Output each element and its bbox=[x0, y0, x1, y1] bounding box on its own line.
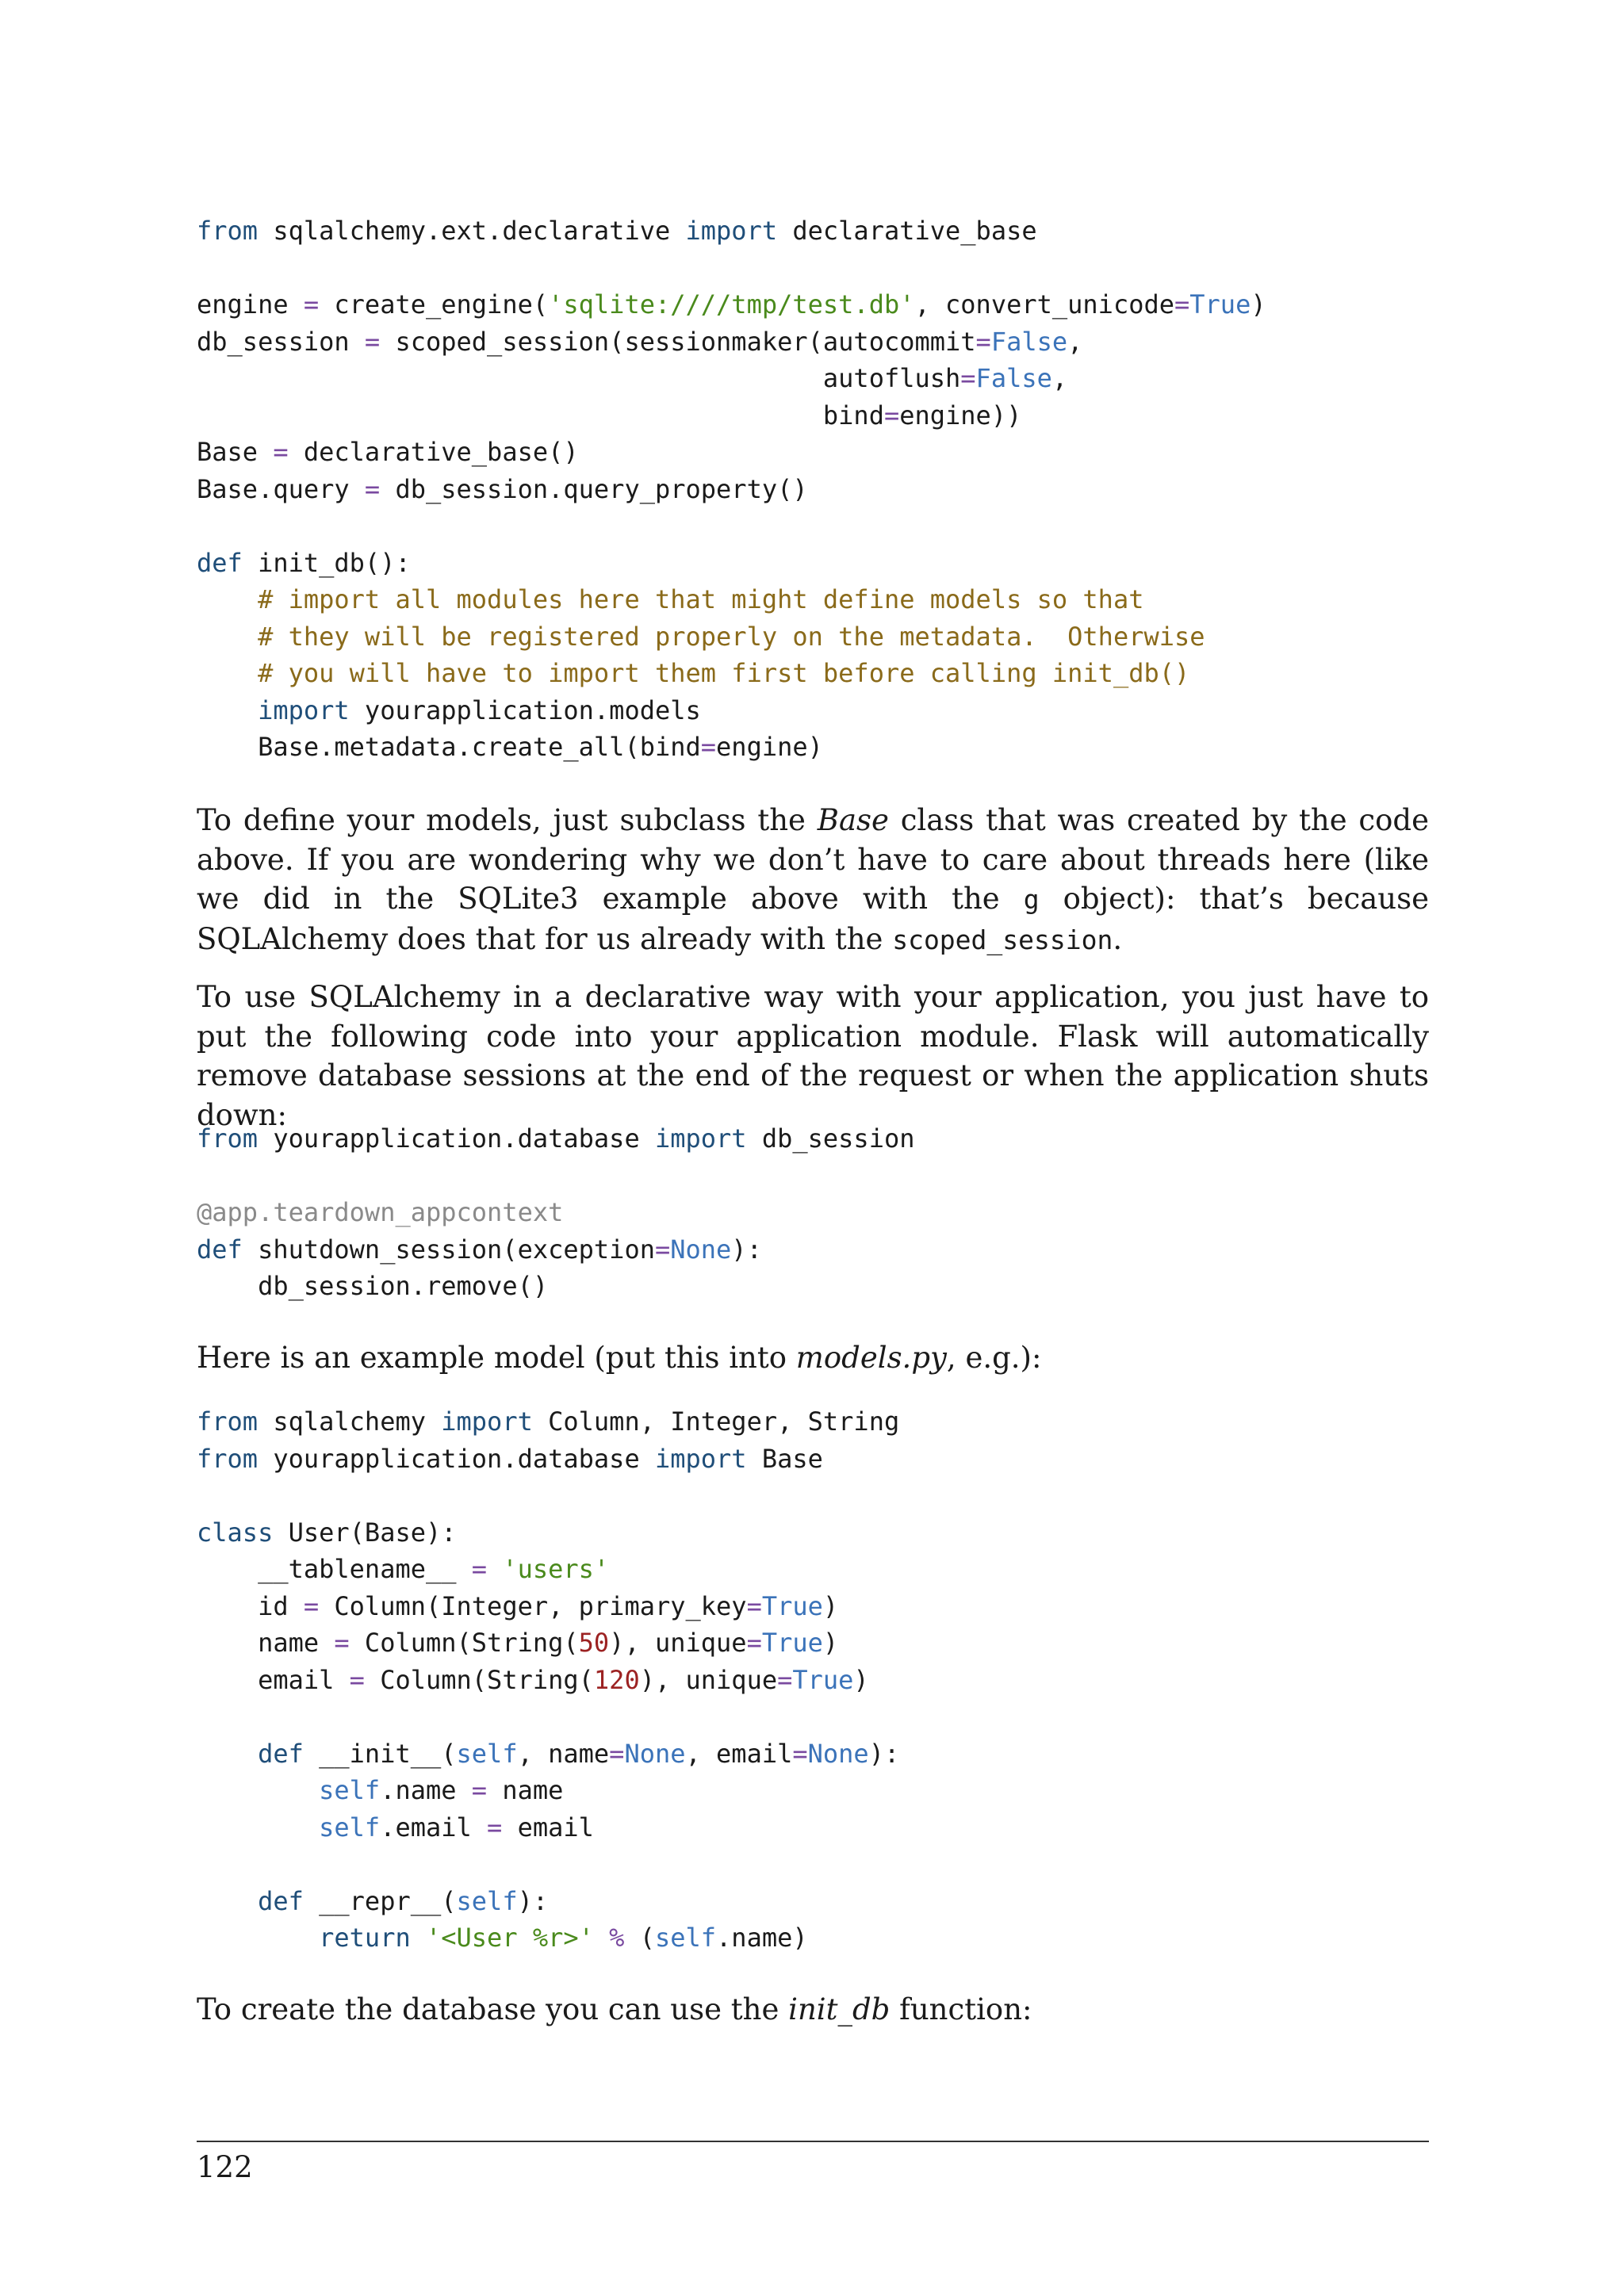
code-line bbox=[197, 323, 1266, 361]
code-line bbox=[197, 1624, 899, 1662]
code-line bbox=[197, 618, 1266, 656]
code-token: ) bbox=[822, 1628, 839, 1658]
code-token: = bbox=[609, 1738, 625, 1769]
code-line bbox=[197, 250, 1266, 287]
code-token: = bbox=[364, 326, 381, 357]
emphasis-models-py: models.py bbox=[795, 1341, 947, 1375]
code-token: db_session bbox=[197, 326, 365, 357]
code-token: = bbox=[364, 473, 381, 504]
code-token: Column, Integer, String bbox=[532, 1406, 900, 1437]
code-token: engine)) bbox=[899, 400, 1022, 430]
code-token: ), unique bbox=[609, 1628, 747, 1658]
code-token: ) bbox=[1251, 289, 1266, 320]
code-token: sqlalchemy.ext.declarative bbox=[258, 216, 686, 246]
code-token: True bbox=[761, 1628, 823, 1658]
code-token: True bbox=[792, 1664, 854, 1695]
code-token bbox=[197, 695, 258, 725]
code-line bbox=[197, 1441, 899, 1478]
code-token: True bbox=[1189, 289, 1251, 320]
footer-rule bbox=[197, 2141, 1429, 2142]
code-token: self bbox=[456, 1885, 518, 1916]
code-token: ): bbox=[517, 1885, 549, 1916]
code-token: declarative_base() bbox=[288, 437, 579, 467]
code-token: None bbox=[624, 1738, 686, 1769]
code-token: self bbox=[654, 1923, 717, 1953]
code-token: import bbox=[441, 1406, 533, 1437]
code-line bbox=[197, 471, 1266, 508]
code-token: '<User %r>' bbox=[425, 1923, 594, 1953]
code-token: ): bbox=[868, 1738, 900, 1769]
code-token: # import all modules here that might define models so that bbox=[258, 584, 1144, 614]
code-token: Base.query bbox=[197, 473, 365, 504]
code-line bbox=[197, 1551, 899, 1588]
code-token: 'users' bbox=[502, 1554, 610, 1584]
code-token: Column(String( bbox=[364, 1664, 594, 1695]
code-line bbox=[197, 1268, 914, 1305]
code-token: None bbox=[807, 1738, 869, 1769]
code-line bbox=[197, 1588, 899, 1625]
code-token: ), unique bbox=[639, 1664, 778, 1695]
code-token: def bbox=[258, 1738, 304, 1769]
code-token bbox=[594, 1923, 609, 1953]
code-token: create_engine( bbox=[319, 289, 549, 320]
code-token: 120 bbox=[593, 1664, 640, 1695]
code-token: = bbox=[777, 1664, 793, 1695]
code-token bbox=[197, 584, 258, 614]
code-token: import bbox=[685, 216, 778, 246]
code-token: __init__( bbox=[303, 1738, 457, 1769]
code-token: , name bbox=[517, 1738, 610, 1769]
code-token: , email bbox=[685, 1738, 793, 1769]
code-line bbox=[197, 1120, 914, 1158]
code-token: self bbox=[319, 1775, 381, 1805]
code-token: = bbox=[975, 326, 991, 357]
code-token bbox=[197, 622, 258, 652]
code-line bbox=[197, 1735, 899, 1773]
code-token: 50 bbox=[578, 1628, 610, 1658]
code-token: .email bbox=[380, 1812, 488, 1843]
code-line bbox=[197, 1158, 914, 1195]
code-token: = bbox=[700, 732, 717, 762]
code-token: from bbox=[197, 1123, 259, 1154]
paragraph-create-database: To create the database you can use the init_db function: bbox=[197, 1992, 1032, 2026]
code-token: Column(Integer, primary_key bbox=[319, 1590, 747, 1621]
code-token: = bbox=[303, 1590, 320, 1621]
code-token: = bbox=[654, 1234, 671, 1265]
code-token: from bbox=[197, 1406, 259, 1437]
code-token: id bbox=[197, 1590, 304, 1621]
paragraph-example-model: Here is an example model (put this into models.py, e.g.): bbox=[197, 1341, 1042, 1375]
code-token: return bbox=[319, 1923, 411, 1953]
code-token: sqlalchemy bbox=[258, 1406, 442, 1437]
code-token: = bbox=[883, 400, 900, 430]
code-token bbox=[197, 658, 258, 688]
code-token: .name) bbox=[716, 1923, 808, 1953]
code-token: = bbox=[792, 1738, 808, 1769]
code-token: False bbox=[975, 363, 1052, 393]
inline-code-g: g bbox=[1023, 884, 1040, 915]
code-token bbox=[411, 1923, 426, 1953]
code-token bbox=[197, 1775, 319, 1805]
code-token: engine) bbox=[716, 732, 823, 762]
code-token: __tablename__ bbox=[197, 1554, 472, 1584]
code-token: , convert_unicode bbox=[914, 289, 1174, 320]
code-token: ) bbox=[822, 1590, 839, 1621]
code-token: @app.teardown_appcontext bbox=[197, 1197, 564, 1227]
emphasis-init-db: init_db bbox=[788, 1992, 891, 2026]
code-token: = bbox=[334, 1628, 350, 1658]
code-line bbox=[197, 1403, 899, 1441]
code-block-teardown bbox=[197, 1120, 914, 1305]
code-token: = bbox=[273, 437, 289, 467]
code-line bbox=[197, 397, 1266, 434]
code-token: = bbox=[1174, 289, 1190, 320]
code-token: yourapplication.models bbox=[349, 695, 701, 725]
code-token: init_db(): bbox=[242, 547, 411, 578]
code-token: = bbox=[746, 1628, 762, 1658]
code-token: bind bbox=[197, 400, 884, 430]
code-token: self bbox=[319, 1812, 381, 1843]
code-token: import bbox=[654, 1443, 747, 1474]
code-token: , bbox=[1067, 326, 1083, 357]
inline-code-scoped-session: scoped_session bbox=[892, 924, 1113, 955]
code-token: .name bbox=[380, 1775, 472, 1805]
code-block-model bbox=[197, 1403, 899, 1957]
code-token: # you will have to import them first before calling init_db() bbox=[258, 658, 1190, 688]
code-token: __repr__( bbox=[303, 1885, 457, 1916]
code-line bbox=[197, 1514, 899, 1552]
code-block-db-setup bbox=[197, 212, 1266, 766]
code-token: def bbox=[197, 1234, 243, 1265]
code-token: declarative_base bbox=[777, 216, 1037, 246]
code-token: = bbox=[960, 363, 976, 393]
code-line bbox=[197, 729, 1266, 766]
code-token: = bbox=[746, 1590, 762, 1621]
code-token: name bbox=[487, 1775, 564, 1805]
code-line bbox=[197, 581, 1266, 618]
code-token: False bbox=[990, 326, 1068, 357]
code-line bbox=[197, 1883, 899, 1920]
code-line bbox=[197, 212, 1266, 250]
code-line bbox=[197, 545, 1266, 582]
code-line bbox=[197, 1698, 899, 1735]
code-token: = bbox=[349, 1664, 365, 1695]
code-token: class bbox=[197, 1517, 274, 1548]
code-token: Column(String( bbox=[349, 1628, 579, 1658]
code-token: ( bbox=[624, 1923, 655, 1953]
code-token: Base bbox=[746, 1443, 823, 1474]
code-token: def bbox=[258, 1885, 304, 1916]
code-token: autoflush bbox=[197, 363, 961, 393]
code-token bbox=[197, 1739, 258, 1769]
paragraph-declarative-usage: To use SQLAlchemy in a declarative way with your application, you just have to put the following code into your application module. Flask will automatically remove database sessions at the end of the request or when the application shuts down: bbox=[197, 980, 1429, 1132]
code-token: None bbox=[670, 1234, 732, 1265]
code-line bbox=[197, 1662, 899, 1699]
code-token: db_session bbox=[746, 1123, 915, 1154]
code-token: User(Base): bbox=[273, 1517, 457, 1548]
code-token: yourapplication.database bbox=[258, 1443, 655, 1474]
code-token: self bbox=[456, 1738, 518, 1769]
code-token: from bbox=[197, 216, 259, 246]
code-token: def bbox=[197, 547, 243, 578]
code-token: = bbox=[303, 289, 320, 320]
code-token: shutdown_session(exception bbox=[242, 1234, 655, 1265]
code-token bbox=[197, 1812, 319, 1843]
code-line bbox=[197, 360, 1266, 397]
code-token: name bbox=[197, 1628, 335, 1658]
code-token: ): bbox=[731, 1234, 762, 1265]
code-token: # they will be registered properly on the metadata. Otherwise bbox=[258, 621, 1205, 652]
code-token: db_session.query_property() bbox=[380, 473, 808, 504]
emphasis-base: Base bbox=[817, 803, 889, 837]
code-token: = bbox=[471, 1554, 488, 1584]
code-line bbox=[197, 434, 1266, 471]
code-line bbox=[197, 286, 1266, 323]
code-token: import bbox=[654, 1123, 747, 1154]
code-token: email bbox=[197, 1664, 350, 1695]
code-token: Base bbox=[197, 437, 274, 467]
code-token: = bbox=[471, 1775, 488, 1805]
code-line bbox=[197, 507, 1266, 545]
code-token: % bbox=[609, 1923, 625, 1953]
code-token: from bbox=[197, 1443, 259, 1474]
code-token: Base.metadata.create_all(bind bbox=[197, 732, 701, 762]
code-token: db_session.remove() bbox=[197, 1271, 549, 1301]
code-line bbox=[197, 1919, 899, 1957]
code-token: , bbox=[1051, 363, 1068, 393]
code-line bbox=[197, 1194, 914, 1231]
code-token: ) bbox=[853, 1664, 869, 1695]
code-token bbox=[487, 1554, 502, 1584]
code-token: email bbox=[502, 1812, 594, 1843]
code-line bbox=[197, 1231, 914, 1269]
code-token: 'sqlite:////tmp/test.db' bbox=[548, 289, 915, 320]
code-token: = bbox=[487, 1812, 503, 1843]
code-line bbox=[197, 1772, 899, 1809]
code-token bbox=[197, 1923, 319, 1953]
code-line bbox=[197, 692, 1266, 729]
paragraph-models-intro: To define your models, just subclass the Base class that was created by the code above. If you are wondering why we don’t have to care about threads here (like we did in the SQLite3 example above with the g object): that’s because SQLAlchemy does that for us already with the scoped_session. bbox=[197, 803, 1430, 956]
code-token: scoped_session(sessionmaker(autocommit bbox=[380, 326, 976, 357]
code-token bbox=[197, 1886, 258, 1916]
code-line bbox=[197, 655, 1266, 692]
code-token: import bbox=[258, 695, 350, 725]
page-number: 122 bbox=[197, 2150, 253, 2184]
code-token: engine bbox=[197, 289, 304, 320]
code-line bbox=[197, 1477, 899, 1514]
code-token: yourapplication.database bbox=[258, 1123, 655, 1154]
code-line bbox=[197, 1846, 899, 1883]
code-line bbox=[197, 1809, 899, 1846]
code-token: True bbox=[761, 1590, 823, 1621]
